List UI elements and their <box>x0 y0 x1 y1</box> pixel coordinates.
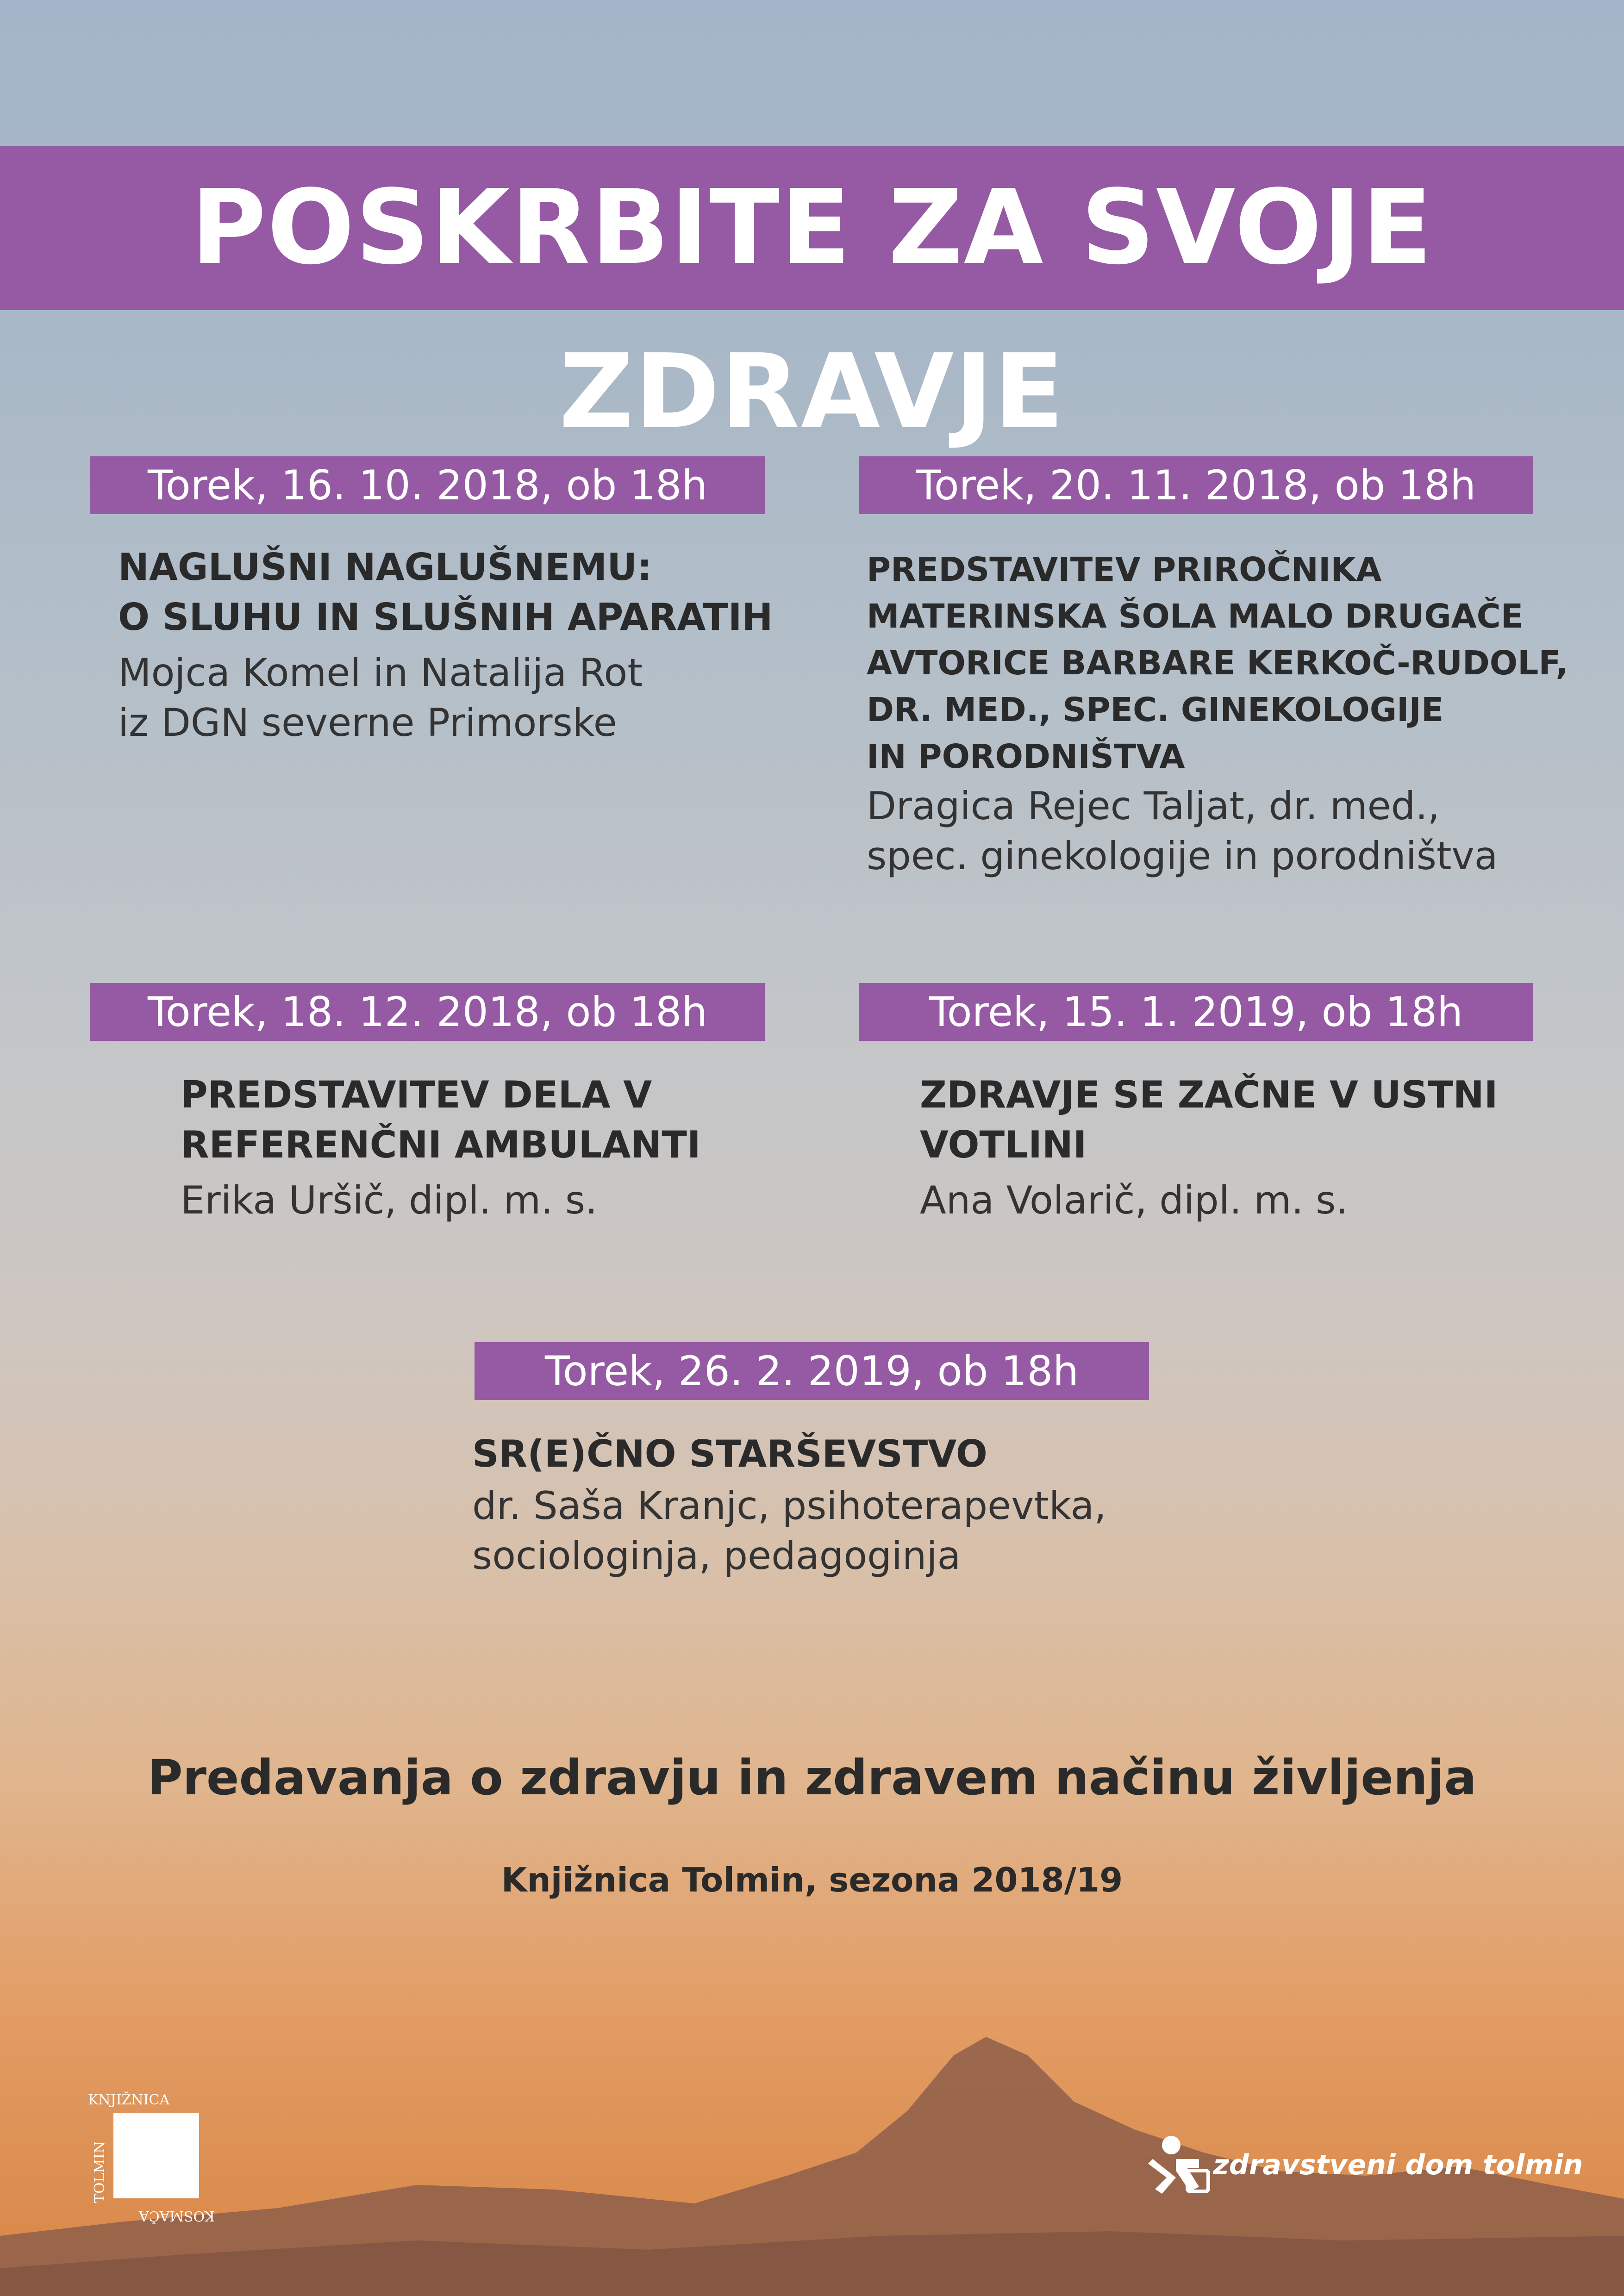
event-date-4: Torek, 15. 1. 2019, ob 18h <box>859 983 1533 1041</box>
event-date-2: Torek, 20. 11. 2018, ob 18h <box>859 456 1533 514</box>
event-title-line: IN PORODNIŠTVA <box>867 737 1185 776</box>
page-title: POSKRBITE ZA SVOJE ZDRAVJE <box>0 146 1624 310</box>
event-speaker-4 <box>920 1176 1348 1226</box>
event-title-line: DR. MED., SPEC. GINEKOLOGIJE <box>867 691 1444 729</box>
event-title-line: O SLUHU IN SLUŠNIH APARATIH <box>118 596 773 639</box>
event-speaker-line: dr. Saša Kranjc, psihoterapevtka, <box>472 1483 1106 1528</box>
library-logo-text-bottom: KOSMAČA <box>139 2208 215 2224</box>
event-speaker-3 <box>181 1176 598 1226</box>
event-title-line: REFERENČNI AMBULANTI <box>181 1123 701 1166</box>
season-info: Knjižnica Tolmin, sezona 2018/19 <box>501 1860 1123 1899</box>
event-speaker-5 <box>472 1481 1106 1581</box>
event-title-line: PREDSTAVITEV PRIROČNIKA <box>867 550 1382 589</box>
event-date-1: Torek, 16. 10. 2018, ob 18h <box>90 456 765 514</box>
event-speaker-line: spec. ginekologije in porodništva <box>867 834 1498 878</box>
library-logo-text-left: TOLMIN <box>92 2141 108 2203</box>
event-speaker-line: Dragica Rejec Taljat, dr. med., <box>867 784 1440 828</box>
event-date-5: Torek, 26. 2. 2019, ob 18h <box>475 1342 1149 1400</box>
event-title-3 <box>181 1070 701 1170</box>
event-title-line: PREDSTAVITEV DELA V <box>181 1073 652 1116</box>
event-title-1 <box>118 542 773 642</box>
event-speaker-1 <box>118 648 643 748</box>
series-tagline: Predavanja o zdravju in zdravem načinu življenja <box>147 1749 1477 1806</box>
event-title-line: MATERINSKA ŠOLA MALO DRUGAČE <box>867 597 1524 635</box>
event-title-line: VOTLINI <box>920 1123 1087 1166</box>
event-title-2 <box>867 546 1568 780</box>
event-speaker-line: Mojca Komel in Natalija Rot <box>118 650 643 695</box>
event-speaker-line: sociologinja, pedagoginja <box>472 1533 961 1578</box>
event-title-line: AVTORICE BARBARE KERKOČ-RUDOLF, <box>867 644 1568 682</box>
event-date-3: Torek, 18. 12. 2018, ob 18h <box>90 983 765 1041</box>
event-speaker-line: Ana Volarič, dipl. m. s. <box>920 1178 1348 1223</box>
event-speaker-line: iz DGN severne Primorske <box>118 700 617 745</box>
health-center-logo <box>1143 2131 1583 2196</box>
library-logo-text-right: CIRILA <box>148 2134 164 2185</box>
event-speaker-2 <box>867 781 1498 881</box>
library-logo <box>83 2083 231 2231</box>
health-center-logo-icon <box>1143 2131 1213 2196</box>
event-title-4 <box>920 1070 1498 1170</box>
health-center-name: zdravstveni dom tolmin <box>1213 2149 1583 2181</box>
event-title-line: NAGLUŠNI NAGLUŠNEMU: <box>118 546 652 589</box>
library-logo-text-top: KNJIŽNICA <box>88 2092 170 2108</box>
event-speaker-line: Erika Uršič, dipl. m. s. <box>181 1178 598 1223</box>
event-title-5 <box>472 1429 987 1479</box>
event-title-line: ZDRAVJE SE ZAČNE V USTNI <box>920 1073 1498 1116</box>
event-title-line: SR(E)ČNO STARŠEVSTVO <box>472 1432 987 1475</box>
